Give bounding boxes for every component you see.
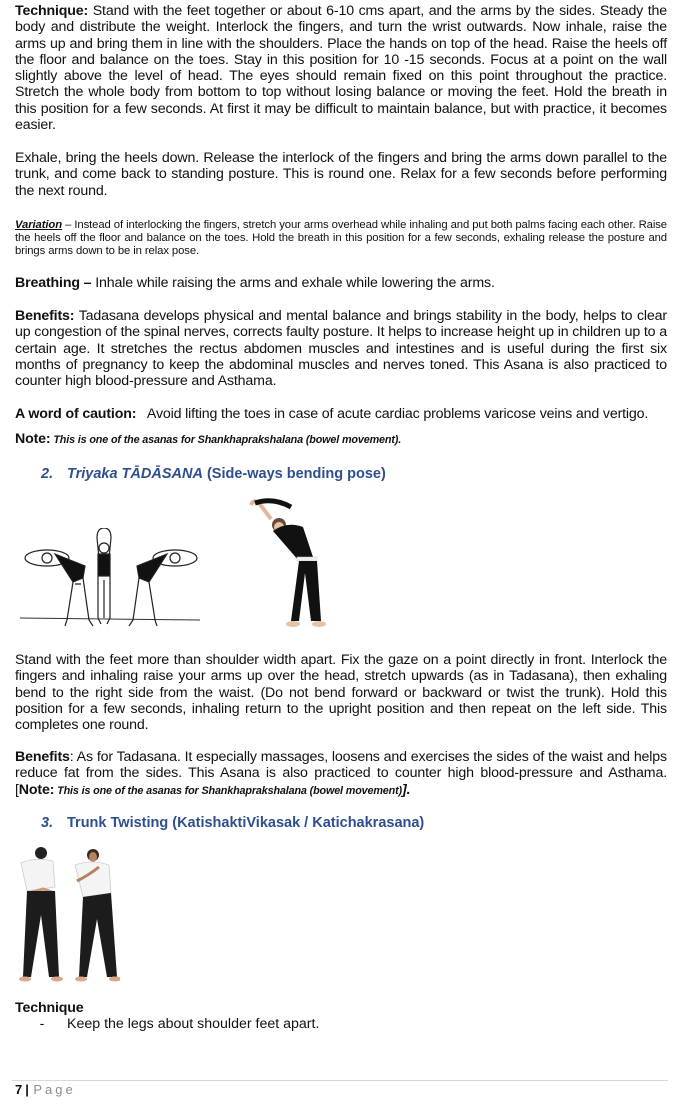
caution-label: A word of caution: (15, 406, 137, 422)
benefits-label: Benefits: (15, 308, 75, 324)
exhale-text: Exhale, bring the heels down. Release the interlock of the fingers and bring the arms down parallel to the trunk, and come back to standing posture. This is round one. Relax for a few seconds before performing the next round. (15, 150, 667, 199)
tadasana-benefits (15, 308, 667, 389)
section-3-number: 3. (41, 815, 54, 831)
tadasana-breathing (15, 275, 667, 291)
technique-label: Technique: (15, 3, 89, 19)
section-3-technique (15, 1000, 667, 1016)
caution-text: Avoid lifting the toes in case of acute cardiac problems varicose veins and vertigo. (136, 406, 649, 422)
section-2-note-close: ]. (402, 781, 411, 798)
benefits-text: Tadasana develops physical and mental balance and brings stability in the body, helps to clear up congestion of the spinal nerves, corrects faulty posture. It helps to increase height up in children up to a certain age. It stretches the rectus abdomen muscles and intestines and is useful during the first six months of pregnancy to keep the abdominal muscles and nerves toned. This Asana is also practiced to counter high blood-pressure and Asthama. (15, 308, 667, 390)
footer-divider (12, 1080, 668, 1081)
side-bend-line-drawing (15, 528, 205, 632)
note-text: This is one of the asanas for Shankhaprakshalana (bowel movement). (50, 434, 402, 446)
tadasana-variation (15, 219, 667, 258)
technique-text: Stand with the feet together or about 6-10 cms apart, and the arms by the sides. Steady the body and distribute the weight. Interlock the fingers, and turn the wrist outwards. Now inhale, raise the arms up and bring them in line with the shoulders. Place the hands on top of the head. Raise the heels off the floor and balance on the toes. Stay in this position for 10 -15 seconds. Focus at a point on the wall slightly above the level of head. The eyes should remain fixed on this point throughout the practice. Stretch the whole body from bottom to top without losing balance or moving the feet. Hold the breath in this position for a few seconds. At first it may be difficult to maintain balance, but with practice, it becomes easier. (15, 3, 667, 134)
trunk-twist-photo (15, 845, 120, 983)
section-2-technique (15, 652, 667, 733)
breathing-label: Breathing – (15, 275, 92, 291)
page-footer (15, 1082, 76, 1097)
section-2-technique-text: Stand with the feet more than shoulder width apart. Fix the gaze on a point directly in front. Interlock the fingers and inhaling raise your arms up over the head, stretch upwards (as in Tadasana), then exhaling bend to the right side from the waist. (Do not bend forward or backward or twist the trunk). Hold this position for a few seconds, inhaling return to the upright position and then repeat on the left side. This completes one round. (15, 652, 667, 734)
section-3-title: Trunk Twisting (KatishaktiVikasak / Katichakrasana) (67, 815, 425, 831)
section-3-technique-label: Technique (15, 1000, 84, 1016)
section-2-note-label: Note: (18, 781, 55, 798)
tadasana-caution (15, 406, 667, 422)
page-number: 7 (15, 1082, 23, 1097)
section-3-heading (41, 815, 693, 831)
tadasana-note (15, 431, 667, 448)
bullet-marker: - (39, 1016, 45, 1032)
section-2-benefits (15, 749, 667, 799)
note-label: Note: (15, 431, 51, 447)
variation-label: Variation (15, 219, 63, 231)
side-bend-photo (243, 497, 353, 633)
section-2-title-rest: (Side-ways bending pose) (202, 466, 386, 482)
tadasana-exhale (15, 150, 667, 199)
section-2-note-text: This is one of the asanas for Shankhaprakshalana (bowel movement) (54, 784, 403, 797)
section-2-heading (41, 466, 693, 482)
footer-separator: | (25, 1082, 31, 1097)
section-2-number: 2. (41, 466, 54, 482)
page-word: Page (33, 1082, 76, 1097)
variation-text: – Instead of interlocking the fingers, stretch your arms overhead while inhaling and put both palms facing each other. Raise the heels off the floor and balance on the toes. Hold the breath in this position for a few seconds, exhaling release the posture and brings arms down to be in relax pose. (15, 219, 667, 257)
tadasana-technique (15, 3, 667, 133)
section-3-bullet-list (15, 1016, 319, 1032)
section-2-benefits-text: : As for Tadasana. It especially massages, loosens and exercises the sides of the waist and helps reduce fat from the sides. This Asana is also practiced to counter high blood-pressure and Asthama. [ (15, 749, 667, 798)
breathing-text: Inhale while raising the arms and exhale while lowering the arms. (91, 275, 495, 291)
bullet-item: Keep the legs about shoulder feet apart. (67, 1016, 320, 1032)
section-2-benefits-label: Benefits (15, 749, 70, 765)
section-2-title-italic: Triyaka TĀDĀSANA (67, 466, 203, 482)
